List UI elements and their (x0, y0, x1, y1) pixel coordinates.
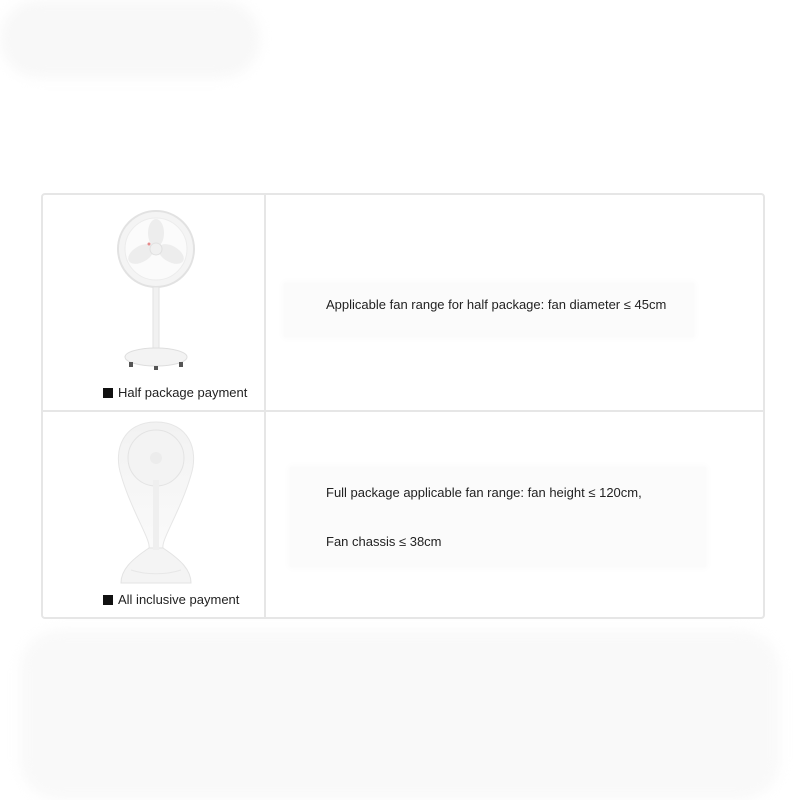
description-cell (266, 195, 763, 410)
description-line: Full package applicable fan range: fan height ≤ 120cm, (326, 485, 642, 500)
option-caption (103, 385, 247, 400)
package-comparison-table (41, 193, 765, 619)
option-caption (103, 592, 239, 607)
description-line: Fan chassis ≤ 38cm (326, 534, 442, 549)
standing-fan-image (101, 207, 211, 377)
bullet-square-icon (103, 595, 113, 605)
bullet-square-icon (103, 388, 113, 398)
covered-fan-image (101, 420, 211, 590)
caption-label: All inclusive payment (118, 592, 240, 607)
image-cell (43, 412, 264, 619)
image-cell (43, 195, 264, 410)
background-smudge (0, 0, 260, 78)
caption-label: Half package payment (118, 385, 248, 400)
description-cell (266, 412, 763, 619)
background-smudge (20, 630, 780, 800)
description-line: Applicable fan range for half package: fan diameter ≤ 45cm (326, 297, 667, 312)
note-background (290, 467, 706, 567)
